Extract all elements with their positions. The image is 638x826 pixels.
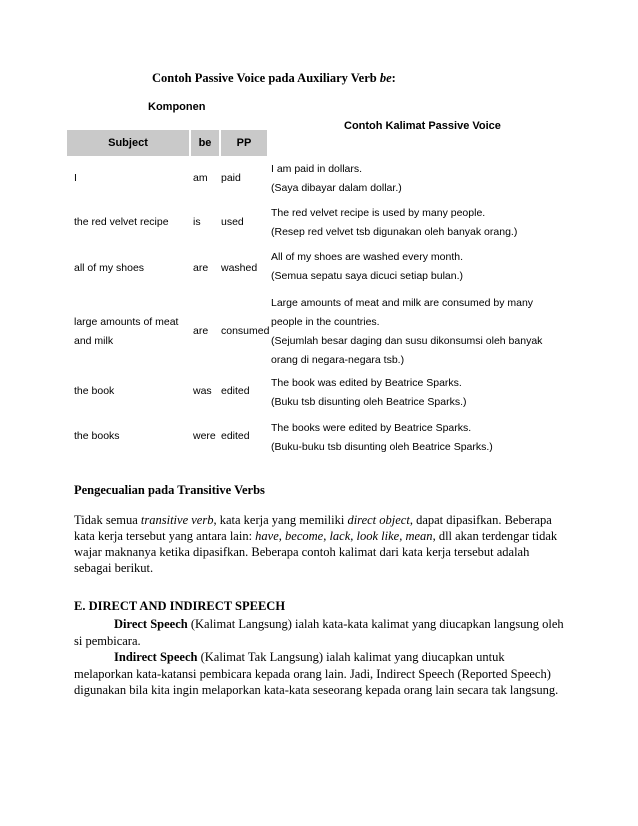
subject-cell: the red velvet recipe: [74, 216, 169, 228]
direct-speech-term: Direct Speech: [114, 617, 188, 631]
section-heading: E. DIRECT AND INDIRECT SPEECH: [74, 599, 286, 613]
pp-cell: used: [221, 216, 244, 228]
title-emphasis: be: [379, 71, 392, 85]
subject-cell: I: [74, 172, 77, 184]
example-column-header: Contoh Kalimat Passive Voice: [344, 120, 501, 132]
subject-cell: all of my shoes: [74, 262, 145, 274]
be-cell: am: [193, 172, 208, 184]
example-cell: I am paid in dollars. (Saya dibayar dalam dollar.): [271, 163, 402, 194]
pp-cell: paid: [221, 172, 241, 184]
pp-cell: consumed: [221, 325, 270, 337]
speech-paragraphs: Direct Speech (Kalimat Langsung) ialah kata-kata kalimat yang diucapkan langsung oleh si pembicara. Indirect Speech (Kalimat Tak Langsung) ialah kalimat yang diucapkan untuk melaporkan kata-katansi pembicara kepada orang lain. Jadi, Indirect Speech (Reported Speech) digunakan bila kita ingin melaporkan kata-kata seseorang kepada orang lain secara tak langsung.: [74, 617, 564, 697]
example-cell: The book was edited by Beatrice Sparks. (Buku tsb disunting oleh Beatrice Sparks.): [271, 377, 467, 408]
example-cell: Large amounts of meat and milk are consumed by many people in the countries. (Sejumlah besar daging dan susu dikonsumsi oleh banyak orang di negara-negara tsb.): [271, 297, 543, 366]
subject-cell: large amounts of meat and milk: [74, 316, 179, 347]
document-title: Contoh Passive Voice pada Auxiliary Verb be:: [152, 71, 396, 85]
be-cell: were: [193, 430, 216, 442]
pp-cell: edited: [221, 385, 250, 397]
indirect-speech-term: Indirect Speech: [114, 650, 198, 664]
example-cell: The books were edited by Beatrice Sparks. (Buku-buku tsb disunting oleh Beatrice Sparks.): [271, 422, 493, 453]
pp-cell: washed: [221, 262, 258, 274]
example-cell: All of my shoes are washed every month. (Semua sepatu saya dicuci setiap bulan.): [271, 251, 464, 282]
subject-cell: the book: [74, 385, 115, 397]
subject-cell: the books: [74, 430, 120, 442]
example-cell: The red velvet recipe is used by many people. (Resep red velvet tsb digunakan oleh banyak orang.): [271, 207, 518, 238]
subject-column-header: Subject: [67, 130, 189, 156]
pp-column-header: PP: [221, 130, 267, 156]
be-cell: are: [193, 325, 209, 337]
komponen-header: Komponen: [148, 101, 206, 113]
exception-paragraph: Tidak semua transitive verb, kata kerja yang memiliki direct object, dapat dipasifkan. Beberapa kata kerja tersebut yang antara lain: have, become, lack, look like, mean, dll akan terdengar tidak wajar maknanya ketika dipasifkan. Beberapa contoh kalimat dari kata kerja tersebut adalah sebagai berikut.: [74, 513, 558, 575]
be-cell: was: [193, 385, 212, 397]
be-column-header: be: [191, 130, 219, 156]
exception-heading: Pengecualian pada Transitive Verbs: [74, 483, 265, 497]
be-cell: is: [193, 216, 201, 228]
be-cell: are: [193, 262, 209, 274]
pp-cell: edited: [221, 430, 250, 442]
